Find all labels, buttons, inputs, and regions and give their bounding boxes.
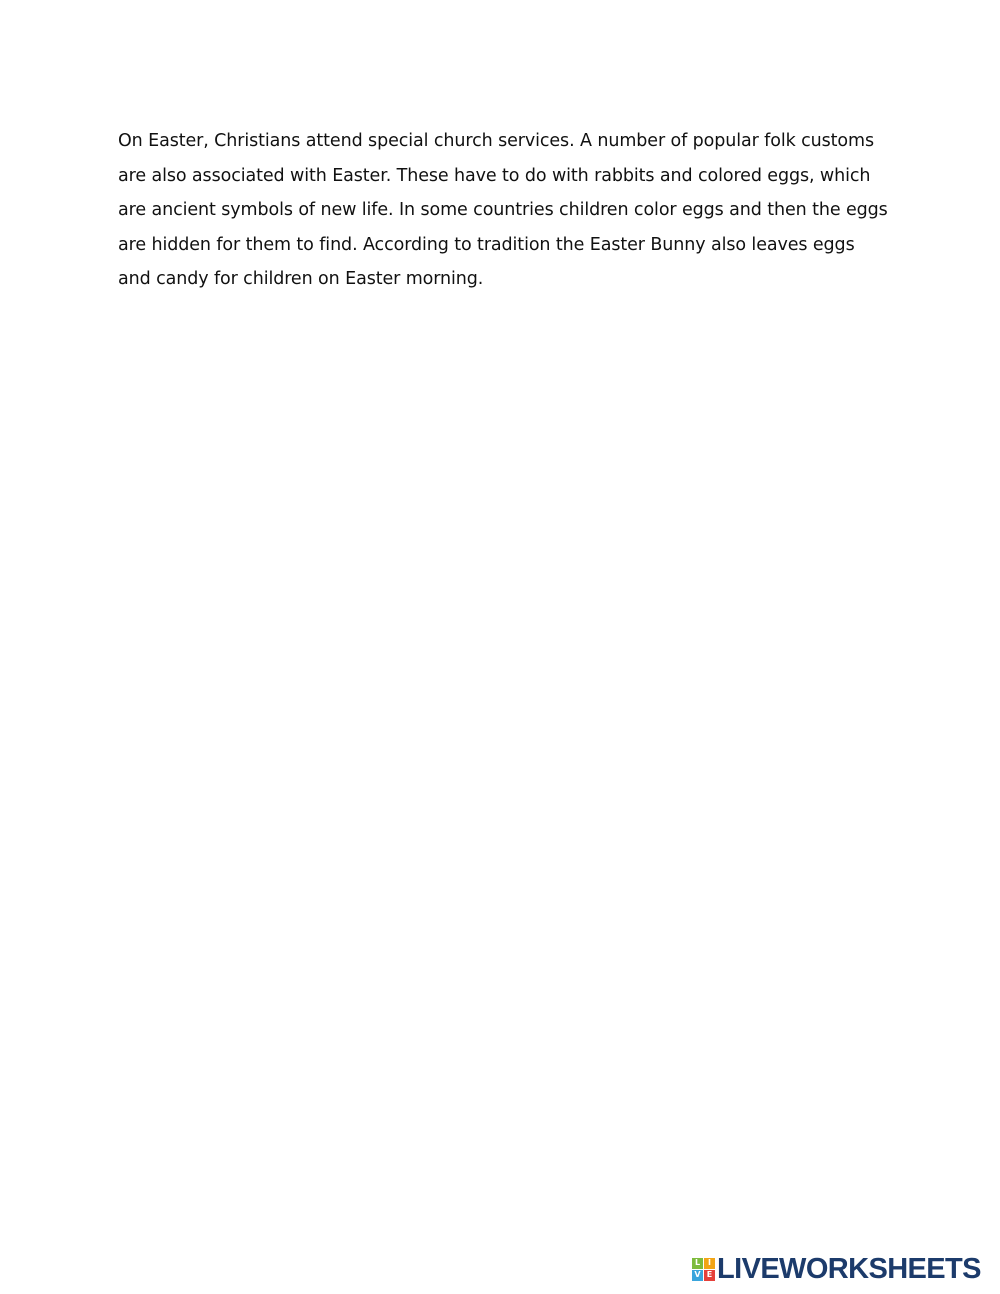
logo-block-i: I	[704, 1258, 715, 1269]
liveworksheets-logo	[692, 1254, 981, 1284]
logo-block-l: L	[692, 1258, 703, 1269]
logo-block-e: E	[704, 1270, 715, 1281]
brand-name: LIVEWORKSHEETS	[717, 1252, 981, 1285]
live-blocks-icon	[692, 1258, 715, 1281]
logo-block-v: V	[692, 1270, 703, 1281]
easter-paragraph: On Easter, Christians attend special church services. A number of popular folk customs are also associated with Easter. These have to do with rabbits and colored eggs, which are ancient symbols of new life. In some countries children color eggs and then the eggs are hidden for them to find. According to tradition the Easter Bunny also leaves eggs and candy for children on Easter morning.	[118, 131, 888, 289]
